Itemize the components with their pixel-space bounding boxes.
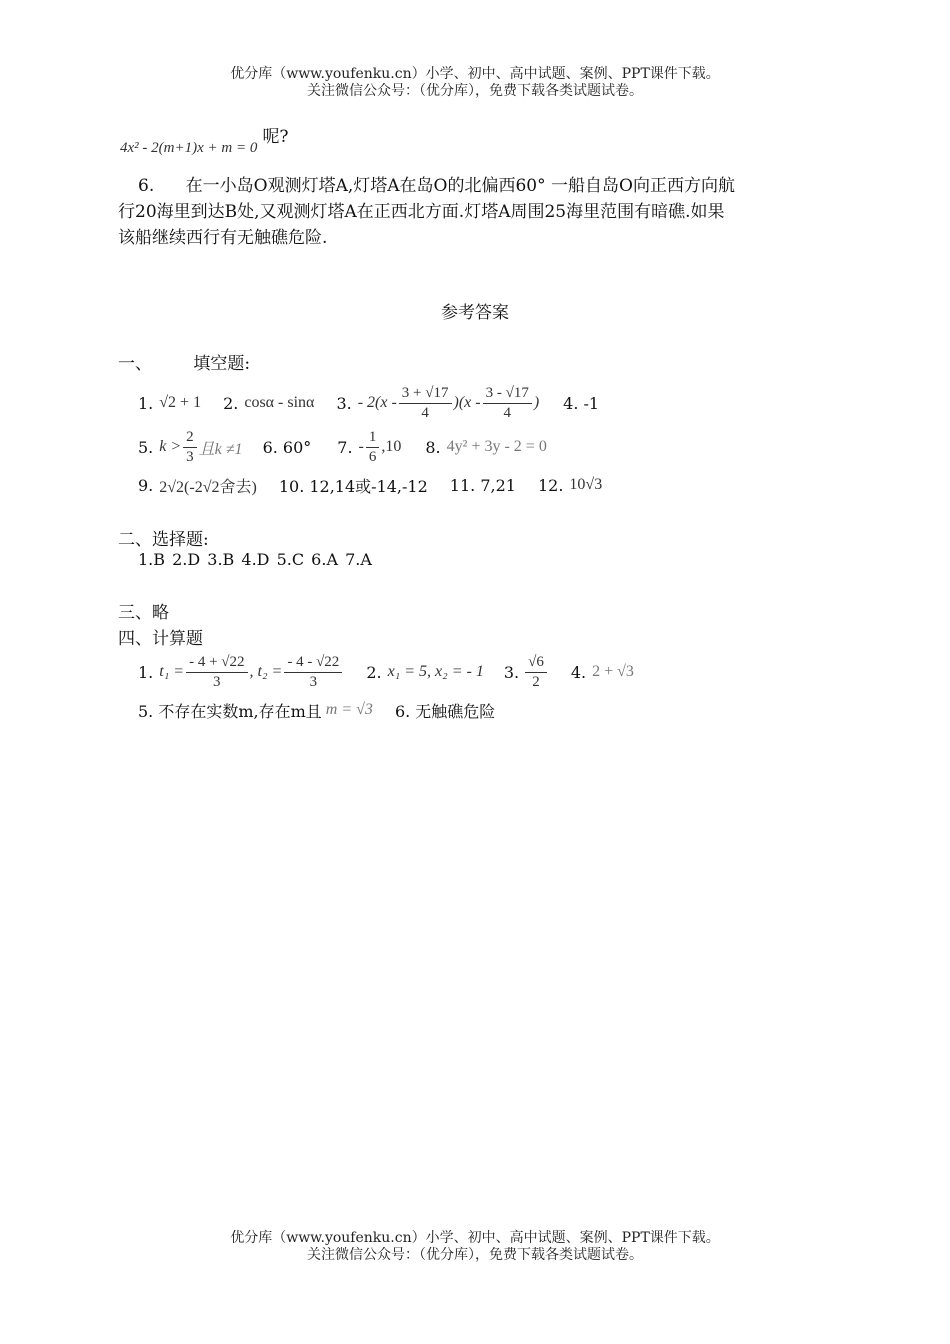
calc-2: x₁ = 5, x₂ = - 1 [387,663,484,680]
answer-6: 6. 60° [262,437,312,457]
section1-heading [118,349,250,374]
q5-equation: 4x² - 2(m+1)x + m = 0 [120,140,258,156]
answer-2: cosα - sinα [244,394,315,411]
page-header [0,66,950,100]
calc-5-value: m = √3 [325,701,373,718]
q6-line-3: 该船继续西行有无触礁危险. [118,228,328,248]
calc-5: 5. 不存在实数m,存在m且 [138,701,322,721]
calc-4: 2 + √3 [592,663,634,680]
answer-11: 11. 7,21 [449,475,516,495]
calc-row-2 [138,698,495,722]
answer-1: √2 + 1 [159,394,202,411]
header-line-2: 关注微信公众号：（优分库），免费下载各类试题试卷。 [307,83,643,99]
calc-6: 6. 无触礁危险 [394,701,496,721]
section1-label: 一、 [118,354,152,374]
q5-suffix: 呢? [262,127,289,147]
section4-title: 四、计算题 [118,629,203,649]
q6-number: 6. [138,176,155,196]
answer-4: 4. -1 [563,393,600,413]
answer-3-frac-1: $\frac{3 + √17}{4}$ [399,384,452,423]
answer-8: 4y² + 3y - 2 = 0 [446,438,547,455]
answer-3-frac-2: $\frac{3 - √17}{4}$ [483,384,532,423]
section1-title: 填空题: [193,354,251,374]
fill-row-2: 5. k > $\frac{2}{3}$ 且k ≠1 6. 60° 7. - $\frac{1}{6}$ ,10 8. 4y² + 3y - 2 = 0 [138,428,547,465]
section3-title: 三、略 [118,603,169,623]
calc-1-frac-2: $\frac{- 4 - √22}{3}$ [284,653,342,692]
footer-line-2: 关注微信公众号：（优分库），免费下载各类试题试卷。 [307,1247,643,1263]
page-footer [0,1230,950,1264]
answer-title: 参考答案 [441,303,509,323]
answer-10: 10. 12,14或-14,-12 [278,476,428,496]
fill-row-1: 1. √2 + 1 2. cosα - sinα 3. - 2(x - $\frac{3 + √17}{4}$ )(x - $\frac{3 - √17}{4}$ ) 4. -1 [138,384,600,421]
answer-5-frac: $\frac{2}{3}$ [183,428,197,467]
calc-1-frac-1: $\frac{- 4 + √22}{3}$ [186,653,247,692]
answer-12: 10√3 [569,476,603,493]
answer-7-frac: $\frac{1}{6}$ [366,428,380,467]
q6-line-1: 6. 在一小岛O观测灯塔A,灯塔A在岛O的北偏西60° 一船自岛O向正西方向航 [138,176,735,196]
answer-9: 2√2(-2√2舍去) [159,478,257,496]
choice-answers: 1.B 2.D 3.B 4.D 5.C 6.A 7.A [138,550,372,569]
answer-5-condition: 且k ≠1 [198,440,243,458]
header-line-1: 优分库（www.youfenku.cn）小学、初中、高中试题、案例、PPT课件下载。 [230,66,720,82]
footer-line-1: 优分库（www.youfenku.cn）小学、初中、高中试题、案例、PPT课件下载。 [230,1230,720,1246]
calc-3-frac: $\frac{√6}{2}$ [525,653,547,692]
section2-title: 二、选择题: [118,530,209,550]
calc-row-1: 1. t₁ = $\frac{- 4 + √22}{3}$ , t₂ = $\frac{- 4 - √22}{3}$ 2. x₁ = 5, x₂ = - 1 3. $\frac{√6}{2}$ 4. 2 + √3 [138,653,634,690]
q5-tail [120,127,289,157]
fill-row-3: 9. 2√2(-2√2舍去) 10. 12,14或-14,-12 11. 7,21 12. 10√3 [138,475,603,496]
q6-line-2: 行20海里到达B处,又观测灯塔A在正西北方面.灯塔A周围25海里范围有暗礁.如果 [118,202,725,222]
